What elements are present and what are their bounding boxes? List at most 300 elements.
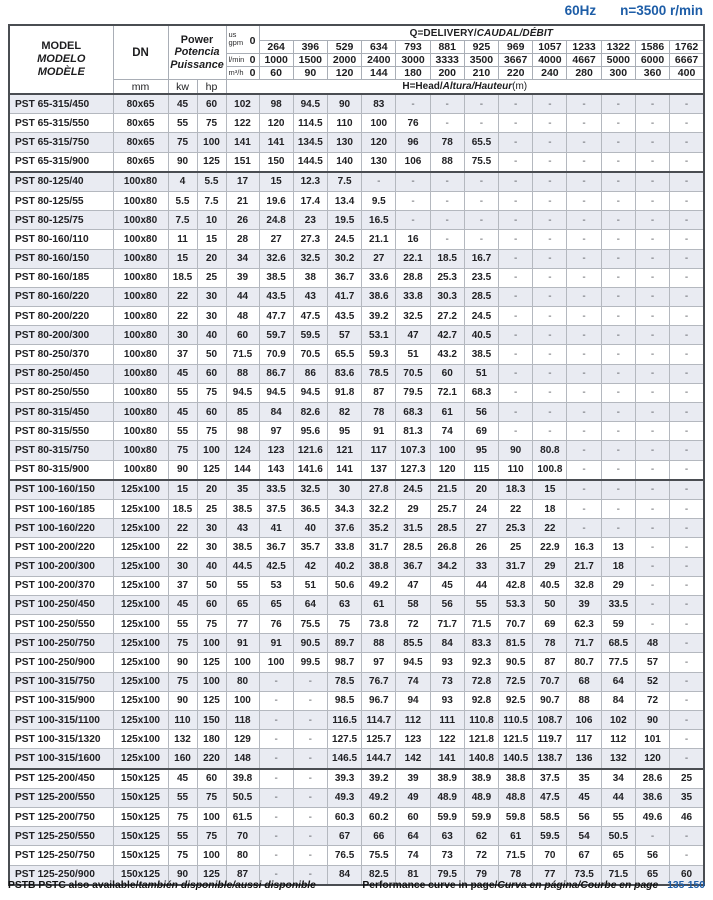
head-value: - — [259, 711, 293, 730]
dn-value: 150x125 — [113, 827, 168, 846]
head-value: - — [259, 827, 293, 846]
head-value: 81 — [396, 865, 430, 885]
hp-value: 220 — [197, 749, 226, 769]
head-value: 36.5 — [293, 499, 327, 518]
head-value: 143 — [259, 460, 293, 480]
hp-value: 180 — [197, 730, 226, 749]
head-value: - — [499, 191, 533, 210]
head-value: - — [670, 519, 704, 538]
head-value: 90.7 — [533, 691, 567, 710]
kw-value: 75 — [168, 672, 197, 691]
dn-value: 150x125 — [113, 846, 168, 865]
head-value: 61.5 — [226, 807, 259, 826]
model-name: PST 65-315/550 — [9, 114, 113, 133]
kw-value: 75 — [168, 634, 197, 653]
head-value: 32.2 — [362, 499, 396, 518]
table-row — [9, 191, 704, 210]
head-value: 34 — [226, 249, 259, 268]
head-value: 87 — [362, 383, 396, 402]
flow-value: 396 — [293, 41, 327, 54]
head-value: 21 — [226, 191, 259, 210]
head-value: - — [635, 307, 669, 326]
head-value: 9.5 — [362, 191, 396, 210]
head-value: 100 — [226, 653, 259, 672]
head-value: - — [635, 403, 669, 422]
head-value: 93 — [430, 691, 464, 710]
head-value: 54 — [567, 827, 601, 846]
head-value: 123 — [396, 730, 430, 749]
head-value: - — [567, 249, 601, 268]
model-name: PST 100-200/300 — [9, 557, 113, 576]
head-value: 82.5 — [362, 865, 396, 885]
head-value: 93 — [430, 653, 464, 672]
head-value: - — [396, 172, 430, 192]
head-value: - — [259, 788, 293, 807]
model-name: PST 80-125/55 — [9, 191, 113, 210]
head-value: 41.7 — [327, 287, 361, 306]
head-value: 120 — [259, 114, 293, 133]
head-value: 47.5 — [533, 788, 567, 807]
head-value: 71.5 — [499, 846, 533, 865]
head-value: 35 — [226, 480, 259, 500]
head-value: - — [670, 653, 704, 672]
head-value: 63 — [430, 827, 464, 846]
model-name: PST 80-125/40 — [9, 172, 113, 192]
head-value: 38.8 — [362, 557, 396, 576]
model-name: PST 100-200/220 — [9, 538, 113, 557]
model-column-header — [9, 25, 113, 94]
head-value: 34.3 — [327, 499, 361, 518]
head-value: - — [635, 827, 669, 846]
table-row — [9, 345, 704, 364]
head-value: - — [601, 172, 635, 192]
head-value: 50.5 — [226, 788, 259, 807]
head-value: 48.9 — [464, 788, 498, 807]
flow-value: 220 — [499, 67, 533, 80]
head-value: 37.5 — [259, 499, 293, 518]
model-name: PST 100-200/370 — [9, 576, 113, 595]
curve-reference-text: Performance curve in page/Curva en página/Courbe en page — [362, 880, 659, 891]
kw-value: 55 — [168, 383, 197, 402]
head-value: 31.5 — [396, 519, 430, 538]
kw-value: 45 — [168, 364, 197, 383]
head-value: - — [396, 191, 430, 210]
head-value: 85 — [226, 403, 259, 422]
head-value: - — [293, 827, 327, 846]
head-value: 77 — [533, 865, 567, 885]
head-value: 94.5 — [226, 383, 259, 402]
head-value: 42 — [293, 557, 327, 576]
table-row — [9, 634, 704, 653]
dn-value: 125x100 — [113, 519, 168, 538]
head-value: 112 — [601, 730, 635, 749]
head-value: 83.3 — [464, 634, 498, 653]
head-value: - — [567, 441, 601, 460]
head-value: 72 — [635, 691, 669, 710]
head-value: 51 — [396, 345, 430, 364]
head-value: - — [499, 287, 533, 306]
flow-value: 6667 — [670, 54, 704, 67]
model-name: PST 80-315/450 — [9, 403, 113, 422]
head-value: 27 — [362, 249, 396, 268]
head-value: 80 — [226, 846, 259, 865]
head-value: - — [601, 403, 635, 422]
hp-value: 100 — [197, 807, 226, 826]
head-value: - — [601, 211, 635, 230]
head-value: - — [567, 460, 601, 480]
head-value: 42.5 — [259, 557, 293, 576]
head-value: - — [601, 152, 635, 172]
kw-value: 22 — [168, 287, 197, 306]
head-value: - — [533, 307, 567, 326]
head-value: 75.5 — [293, 615, 327, 634]
model-name: PST 125-250/550 — [9, 827, 113, 846]
head-value: - — [635, 422, 669, 441]
head-value: 60 — [430, 364, 464, 383]
flow-value: 120 — [327, 67, 361, 80]
head-value: - — [670, 364, 704, 383]
head-value: 141 — [327, 460, 361, 480]
head-value: 21.1 — [362, 230, 396, 249]
head-value: 81.5 — [499, 634, 533, 653]
head-value: - — [464, 172, 498, 192]
head-value: 122 — [226, 114, 259, 133]
head-value: 39 — [226, 268, 259, 287]
head-value: 37.5 — [533, 769, 567, 789]
flow-value: 210 — [464, 67, 498, 80]
m3h-unit-label: m³/h — [228, 68, 244, 78]
head-value: - — [601, 364, 635, 383]
head-value: - — [533, 422, 567, 441]
head-value: 98 — [226, 422, 259, 441]
head-value: 70.9 — [259, 345, 293, 364]
head-value: - — [430, 94, 464, 114]
power-label-es: Potencia — [174, 46, 220, 59]
dn-value: 80x65 — [113, 152, 168, 172]
head-value: 102 — [226, 94, 259, 114]
frequency-label: 60Hz — [564, 3, 597, 18]
head-value: 66 — [362, 827, 396, 846]
head-value: 124 — [226, 441, 259, 460]
head-value: - — [499, 249, 533, 268]
head-value: 119.7 — [533, 730, 567, 749]
head-value: 107.3 — [396, 441, 430, 460]
head-value: - — [293, 788, 327, 807]
dn-value: 125x100 — [113, 615, 168, 634]
head-value: 78 — [362, 403, 396, 422]
flow-value: 240 — [533, 67, 567, 80]
head-value: 55 — [226, 576, 259, 595]
table-row — [9, 403, 704, 422]
kw-value: 7.5 — [168, 211, 197, 230]
head-value: - — [635, 94, 669, 114]
head-value: 42.8 — [499, 576, 533, 595]
kw-value: 75 — [168, 133, 197, 152]
head-value: 24.5 — [464, 307, 498, 326]
head-value: 37.6 — [327, 519, 361, 538]
head-value: 146.5 — [327, 749, 361, 769]
head-value: 78 — [533, 634, 567, 653]
dn-value: 150x125 — [113, 769, 168, 789]
head-value: - — [670, 152, 704, 172]
model-name: PST 80-250/450 — [9, 364, 113, 383]
dn-value: 125x100 — [113, 730, 168, 749]
kw-value: 45 — [168, 94, 197, 114]
head-value: 83 — [362, 94, 396, 114]
kw-value: 75 — [168, 441, 197, 460]
model-name: PST 100-315/1600 — [9, 749, 113, 769]
head-value: 111 — [430, 711, 464, 730]
head-value: - — [430, 172, 464, 192]
head-value: - — [670, 460, 704, 480]
head-value: 59.9 — [464, 807, 498, 826]
head-value: 17.4 — [293, 191, 327, 210]
hp-value: 75 — [197, 114, 226, 133]
head-value: - — [499, 422, 533, 441]
head-value: 64 — [293, 595, 327, 614]
head-value: - — [430, 191, 464, 210]
head-value: 73.5 — [567, 865, 601, 885]
head-value: 91 — [226, 634, 259, 653]
head-value: - — [567, 519, 601, 538]
head-value: - — [670, 480, 704, 500]
head-value: - — [670, 691, 704, 710]
kw-value: 15 — [168, 249, 197, 268]
head-value: 38.6 — [635, 788, 669, 807]
hp-value: 40 — [197, 326, 226, 345]
head-value: 47 — [396, 326, 430, 345]
head-value: 18 — [601, 557, 635, 576]
kw-value: 90 — [168, 152, 197, 172]
head-value: 59.3 — [362, 345, 396, 364]
head-value: 24.5 — [396, 480, 430, 500]
head-value: 32.5 — [396, 307, 430, 326]
head-value: 134.5 — [293, 133, 327, 152]
head-value: - — [670, 230, 704, 249]
head-value: - — [499, 133, 533, 152]
head-row-title: H=Head/Altura/Hauteur(m) — [226, 80, 704, 95]
head-value: 73 — [430, 846, 464, 865]
flow-value: 634 — [362, 41, 396, 54]
hp-value: 15 — [197, 230, 226, 249]
head-value: 31.7 — [499, 557, 533, 576]
head-value: 60 — [396, 807, 430, 826]
head-value: - — [362, 172, 396, 192]
model-name: PST 100-160/220 — [9, 519, 113, 538]
head-value: - — [601, 94, 635, 114]
dn-value: 125x100 — [113, 576, 168, 595]
head-value: 140 — [327, 152, 361, 172]
head-value: - — [464, 191, 498, 210]
head-value: 106 — [396, 152, 430, 172]
kw-value: 55 — [168, 788, 197, 807]
head-value: 60 — [226, 326, 259, 345]
head-value: 100.8 — [533, 460, 567, 480]
table-row — [9, 326, 704, 345]
head-value: 38.9 — [430, 769, 464, 789]
head-value: 35.2 — [362, 519, 396, 538]
head-value: - — [670, 557, 704, 576]
head-value: 35 — [567, 769, 601, 789]
dn-value: 100x80 — [113, 422, 168, 441]
kw-value: 4 — [168, 172, 197, 192]
head-value: 59 — [601, 615, 635, 634]
kw-value: 18.5 — [168, 499, 197, 518]
head-value: - — [567, 133, 601, 152]
page-range: 135-150 — [667, 880, 705, 891]
head-value: 13 — [601, 538, 635, 557]
head-value: 71.7 — [430, 615, 464, 634]
head-value: - — [670, 615, 704, 634]
head-value: - — [464, 230, 498, 249]
head-value: 38.5 — [464, 345, 498, 364]
head-value: - — [293, 865, 327, 885]
head-value: - — [464, 211, 498, 230]
kw-value: 75 — [168, 846, 197, 865]
dn-value: 80x65 — [113, 133, 168, 152]
head-value: 38 — [293, 268, 327, 287]
head-value: 56 — [635, 846, 669, 865]
head-value: 24 — [464, 499, 498, 518]
head-value: 92.3 — [464, 653, 498, 672]
head-value: - — [567, 152, 601, 172]
kw-value: 22 — [168, 519, 197, 538]
head-value: - — [670, 672, 704, 691]
head-value: 35 — [670, 788, 704, 807]
head-value: 92.5 — [499, 691, 533, 710]
head-value: 41 — [259, 519, 293, 538]
kw-value: 45 — [168, 595, 197, 614]
head-value: 82.6 — [293, 403, 327, 422]
head-value: 48 — [226, 307, 259, 326]
model-name: PST 100-160/150 — [9, 480, 113, 500]
head-value: - — [499, 364, 533, 383]
hp-value: 60 — [197, 403, 226, 422]
dn-value: 100x80 — [113, 364, 168, 383]
head-value: 129 — [226, 730, 259, 749]
head-value: 108.7 — [533, 711, 567, 730]
head-value: 49.2 — [362, 576, 396, 595]
flow-value: 1322 — [601, 41, 635, 54]
dn-value: 100x80 — [113, 249, 168, 268]
head-value: 49.6 — [635, 807, 669, 826]
model-name: PST 100-315/1100 — [9, 711, 113, 730]
head-value: 25 — [499, 538, 533, 557]
dn-value: 100x80 — [113, 230, 168, 249]
head-value: 142 — [396, 749, 430, 769]
head-value: - — [635, 133, 669, 152]
dn-value: 125x100 — [113, 672, 168, 691]
head-value: 25.3 — [499, 519, 533, 538]
head-value: 18.3 — [499, 480, 533, 500]
head-value: 112 — [396, 711, 430, 730]
delivery-header: Q=DELIVERY/CAUDAL/DÉBIT — [259, 25, 704, 41]
head-value: - — [670, 172, 704, 192]
head-value: - — [499, 383, 533, 402]
head-value: 38.9 — [464, 769, 498, 789]
head-value: 18 — [533, 499, 567, 518]
head-value: 70 — [226, 827, 259, 846]
kw-value: 110 — [168, 711, 197, 730]
head-value: 144.7 — [362, 749, 396, 769]
head-value: 36.7 — [259, 538, 293, 557]
head-value: - — [635, 114, 669, 133]
head-value: 34.2 — [430, 557, 464, 576]
model-name: PST 80-160/185 — [9, 268, 113, 287]
head-value: - — [601, 307, 635, 326]
head-value: 35.7 — [293, 538, 327, 557]
head-value: 65.5 — [327, 345, 361, 364]
head-value: 18.5 — [430, 249, 464, 268]
head-value: 138.7 — [533, 749, 567, 769]
head-value: 65 — [226, 595, 259, 614]
hp-value: 60 — [197, 595, 226, 614]
head-value: - — [567, 94, 601, 114]
head-value: 43.5 — [259, 287, 293, 306]
head-value: 110.5 — [499, 711, 533, 730]
head-value: 33.5 — [601, 595, 635, 614]
head-value: 141 — [226, 133, 259, 152]
head-value: - — [293, 691, 327, 710]
head-value: - — [670, 422, 704, 441]
head-value: - — [601, 499, 635, 518]
head-value: 63 — [327, 595, 361, 614]
head-value: - — [567, 422, 601, 441]
head-value: - — [670, 403, 704, 422]
head-value: 137 — [362, 460, 396, 480]
flow-value: 2400 — [362, 54, 396, 67]
table-row — [9, 827, 704, 846]
head-value: - — [635, 364, 669, 383]
model-name: PST 100-315/750 — [9, 672, 113, 691]
flow-value: 1500 — [293, 54, 327, 67]
head-value: 47 — [396, 576, 430, 595]
dn-value: 100x80 — [113, 460, 168, 480]
head-value: 72 — [464, 846, 498, 865]
table-row — [9, 94, 704, 114]
head-value: 61 — [430, 403, 464, 422]
head-value: - — [635, 249, 669, 268]
dn-value: 100x80 — [113, 345, 168, 364]
head-value: 140.5 — [499, 749, 533, 769]
head-value: 19.6 — [259, 191, 293, 210]
table-row — [9, 499, 704, 518]
head-value: 43.2 — [430, 345, 464, 364]
table-row — [9, 287, 704, 306]
head-value: 32.5 — [293, 249, 327, 268]
dn-value: 150x125 — [113, 807, 168, 826]
speed-label: n=3500 r/min — [620, 3, 703, 18]
head-value: 28 — [226, 230, 259, 249]
head-value: - — [567, 345, 601, 364]
head-value: 76 — [396, 114, 430, 133]
head-value: - — [430, 211, 464, 230]
lmin-zero-value: 0 — [249, 54, 256, 66]
head-value: 33.8 — [327, 538, 361, 557]
table-row — [9, 383, 704, 402]
head-value: 40.5 — [464, 326, 498, 345]
flow-value: 144 — [362, 67, 396, 80]
head-value: 52 — [635, 672, 669, 691]
head-value: - — [567, 307, 601, 326]
head-value: - — [635, 191, 669, 210]
table-header — [9, 25, 704, 94]
dn-value: 125x100 — [113, 557, 168, 576]
head-value: - — [635, 211, 669, 230]
head-value: 77.5 — [601, 653, 635, 672]
head-value: 144.5 — [293, 152, 327, 172]
head-value: 91 — [362, 422, 396, 441]
